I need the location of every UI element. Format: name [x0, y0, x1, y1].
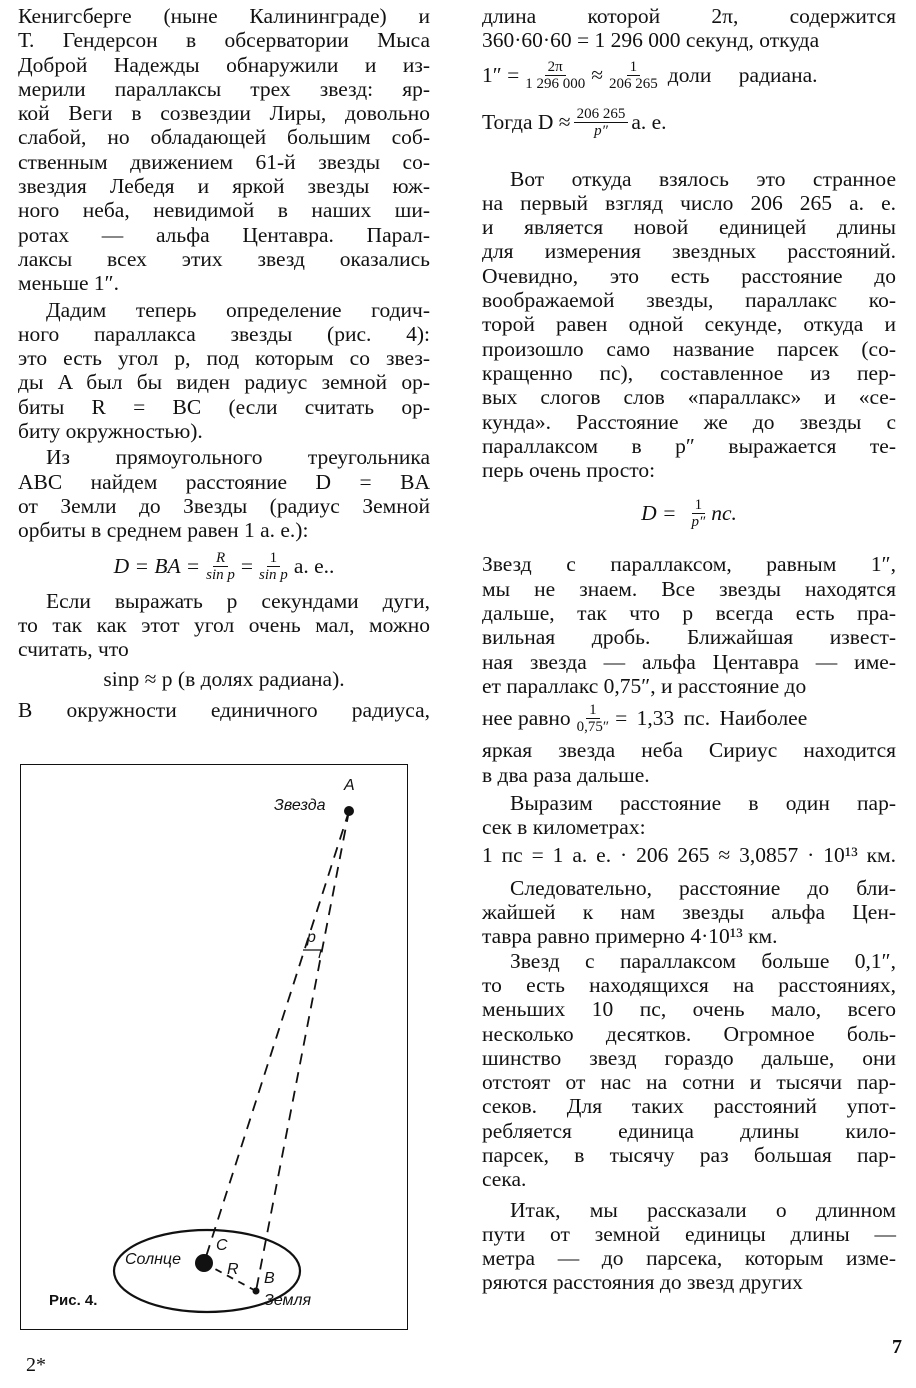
label-earth: Земля — [264, 1292, 312, 1309]
equation-sin-approx: sinp ≈ p (в долях радиана). — [103, 667, 345, 692]
page-number: 7 — [892, 1336, 902, 1358]
eq5-lhs: D = — [641, 501, 677, 526]
text-line: парсек, в тысячу раз большая пар- — [482, 1142, 896, 1167]
left-column — [18, 4, 430, 722]
text-line: ребляется единица длины кило- — [482, 1118, 896, 1143]
text-line: считать, что — [18, 637, 129, 662]
eq5-fraction — [689, 497, 709, 530]
eq4-num: 206 265 — [574, 106, 629, 123]
eq6-fraction — [574, 702, 613, 735]
text-line: произошло само название парсек (со- — [482, 336, 896, 361]
text-line: Вот откуда взялось это странное — [510, 166, 896, 191]
label-star: Звезда — [274, 797, 326, 814]
eq5-num: 1 — [692, 497, 706, 514]
text-line: кращенно пс), составленное из пер- — [482, 360, 896, 385]
text-line: мерили параллаксы трех звезд: яр- — [18, 76, 430, 101]
eq3-num2: 1 — [627, 59, 641, 76]
text-line: торой равен одной секунде, откуда и — [482, 312, 896, 337]
eq4-den: p″ — [594, 123, 608, 140]
text-line: параллаксом в p″ выражается те- — [482, 433, 896, 458]
label-r: R — [227, 1261, 239, 1278]
label-a: A — [344, 777, 355, 794]
right-paragraph-8 — [482, 1198, 896, 1295]
eq5-tail: пс. — [711, 501, 737, 526]
text-line: отстоят от нас на сотни и тысячи пар- — [482, 1070, 896, 1095]
eq4-fraction — [574, 106, 629, 139]
sun-dot — [195, 1254, 213, 1272]
text-line: биту окружностью). — [18, 419, 203, 444]
text-line: шинство звезд гораздо дальше, они — [482, 1045, 896, 1070]
eq1-fraction-1 — [203, 550, 238, 583]
text-line: Звезд с параллаксом больше 0,1″, — [510, 948, 896, 973]
equation-distance — [18, 547, 430, 587]
text-line: дальше, так что p всегда есть пра- — [482, 601, 896, 626]
text-line: мы не знаем. Все звезды находятся — [482, 576, 896, 601]
right-paragraph-4 — [482, 738, 896, 787]
eq3-num1: 2π — [545, 59, 566, 76]
signature-mark: 2* — [26, 1354, 46, 1376]
text-line: ряются расстояния до звезд других — [482, 1270, 803, 1295]
eq4-lhs: Тогда D ≈ — [482, 110, 571, 135]
text-line: Из прямоугольного треугольника — [46, 445, 430, 470]
text-line: вильная дробь. Ближайшая извест- — [482, 625, 896, 650]
parallax-diagram — [21, 765, 409, 1331]
text-line: слабой, но обладающей большим соб- — [18, 125, 430, 150]
right-paragraph-2 — [482, 167, 896, 483]
text-line: кой Веги в созвездии Лиры, довольно — [18, 101, 430, 126]
text-line: меньших 10 пс, очень мало, всего — [482, 997, 896, 1022]
paragraph-4 — [18, 589, 430, 662]
paragraph-1 — [18, 4, 430, 296]
label-c: C — [216, 1237, 228, 1254]
eq6-tail: = 1,33 пс. Наиболее — [615, 706, 808, 731]
right-column — [482, 4, 896, 1295]
paragraph-5: В окружности единичного радиуса, — [18, 697, 430, 722]
eq3-lhs: 1″ = — [482, 63, 520, 88]
right-paragraph-7 — [482, 949, 896, 1192]
text-line: несколько десятков. Огромное боль- — [482, 1021, 896, 1046]
text-line: Выразим расстояние в один пар- — [510, 790, 896, 815]
equation-distance-au — [482, 99, 896, 147]
eq3-approx: ≈ — [591, 63, 604, 88]
text-line: это есть угол p, под которым со звез- — [18, 346, 430, 371]
eq3-tail: доли радиана. — [667, 63, 818, 88]
text-line: ды A был бы виден радиус земной ор- — [18, 370, 430, 395]
text-line: метра — до парсека, которым изме- — [482, 1246, 896, 1271]
text-line: Следовательно, расстояние до бли- — [510, 875, 896, 900]
eq3-fraction-2 — [606, 59, 661, 92]
equation-parsec — [482, 488, 896, 538]
text-line: яркая звезда неба Сириус находится — [482, 738, 896, 763]
text-line: длина которой 2π, содержится — [482, 4, 896, 28]
label-p: p — [307, 929, 316, 946]
text-line: пути от земной единицы длины — — [482, 1221, 896, 1246]
text-line: биты R = BC (если считать ор- — [18, 394, 430, 419]
eq6-num: 1 — [586, 702, 600, 719]
text-line: то так как этот угол очень мал, можно — [18, 612, 430, 637]
eq3-den1: 1 296 000 — [525, 76, 586, 93]
paragraph-3 — [18, 445, 430, 542]
text-line: для измерения звездных расстояний. — [482, 239, 896, 264]
text-line: то есть находящихся на расстояниях, — [482, 972, 896, 997]
text-line: Т. Гендерсон в обсерватории Мыса — [18, 28, 430, 53]
eq1-num2: 1 — [267, 550, 281, 567]
eq4-tail: а. е. — [631, 110, 667, 135]
text-line: кунда». Расстояние же до звезды с — [482, 409, 896, 434]
equation-parsec-km: 1 пс = 1 а. е. · 206 265 ≈ 3,0857 · 10¹³ км. — [482, 843, 896, 868]
eq1-num1: R — [213, 550, 228, 567]
eq5-den: p″ — [691, 513, 706, 530]
text-line: жайшей к нам звезды альфа Цен- — [482, 900, 896, 925]
sightline-star-earth — [256, 811, 349, 1291]
eq1-den1: sin p — [206, 567, 235, 584]
eq3-fraction-1 — [522, 59, 588, 92]
eq1-den2: sin p — [259, 567, 288, 584]
text-line: ного неба, невидимой в наших ши- — [18, 198, 430, 223]
text-line: вых слогов слов «параллакс» и «се- — [482, 385, 896, 410]
equation-arcsecond — [482, 53, 896, 99]
sightline-star-sun — [204, 811, 349, 1263]
text-line: Очевидно, это есть расстояние до — [482, 263, 896, 288]
text-line: Итак, мы рассказали о длинном — [510, 1197, 896, 1222]
text-line: в два раза дальше. — [482, 762, 650, 787]
text-line: перь очень просто: — [482, 458, 656, 483]
text-line: тавра равно примерно 4·10¹³ км. — [482, 924, 778, 949]
text-line: Звезд с параллаксом, равным 1″, — [482, 552, 896, 577]
text-line: секов. Для таких расстояний упот- — [482, 1094, 896, 1119]
text-line: и является новой единицей длины — [482, 215, 896, 240]
figure-4 — [20, 764, 408, 1330]
right-paragraph-3 — [482, 552, 896, 698]
earth-dot — [253, 1288, 260, 1295]
text-line: Дадим теперь определение годич- — [46, 297, 430, 322]
text-line: Если выражать p секундами дуги, — [46, 588, 430, 613]
label-b: B — [264, 1270, 275, 1287]
eq1-equals: = — [240, 554, 254, 579]
label-sun: Солнце — [125, 1251, 181, 1268]
figure-caption: Рис. 4. — [49, 1292, 98, 1309]
eq6-lhs: нее равно — [482, 706, 571, 731]
eq3-den2: 206 265 — [609, 76, 658, 93]
eq1-fraction-2 — [256, 550, 291, 583]
text-line: ного параллакса звезды (рис. 4): — [18, 321, 430, 346]
text-line: ная звезда — альфа Центавра — име- — [482, 649, 896, 674]
text-line: 360·60·60 = 1 296 000 секунд, откуда — [482, 28, 820, 53]
text-line: от Земли до Звезды (радиус Земной — [18, 493, 430, 518]
text-line: ABC найдем расстояние D = BA — [18, 469, 430, 494]
text-line: звездия Лебедя и яркой звезды юж- — [18, 174, 430, 199]
right-paragraph-6 — [482, 876, 896, 949]
equation-alpha-centauri — [482, 698, 896, 738]
right-paragraph-1 — [482, 4, 896, 53]
text-line: ственным движением 61-й звезды со- — [18, 149, 430, 174]
eq1-tail: а. е.. — [293, 554, 335, 579]
text-line: орбиты в среднем равен 1 а. е.): — [18, 518, 309, 543]
text-line: ет параллакс 0,75″, и расстояние до — [482, 673, 807, 698]
paragraph-2 — [18, 298, 430, 444]
eq1-lhs: D = BA = — [113, 554, 201, 579]
text-line: лаксы всех этих звезд оказались — [18, 246, 430, 271]
eq6-den: 0,75″ — [576, 718, 610, 735]
text-line: воображаемой звезды, параллакс ко- — [482, 288, 896, 313]
star-dot — [344, 806, 354, 816]
text-line: ротах — альфа Центавра. Парал- — [18, 222, 430, 247]
text-line: сека. — [482, 1167, 527, 1192]
parallax-angle-arc — [303, 950, 321, 958]
text-line: меньше 1″. — [18, 271, 120, 296]
right-paragraph-5 — [482, 791, 896, 840]
text-line: сек в километрах: — [482, 815, 646, 840]
text-line: Доброй Надежды обнаружили и из- — [18, 52, 430, 77]
text-line: Кенигсберге (ныне Калининграде) и — [18, 4, 430, 28]
text-line: на первый взгляд число 206 265 а. е. — [482, 190, 896, 215]
